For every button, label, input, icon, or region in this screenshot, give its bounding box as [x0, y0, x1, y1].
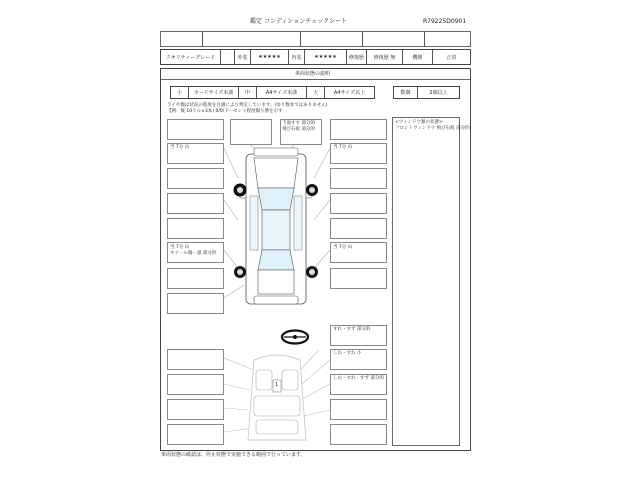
- interior-label: 内装: [289, 50, 305, 64]
- count-legend: [393, 86, 460, 99]
- section-title: 車両状態の説明: [295, 71, 331, 77]
- note-box-left-5: [167, 218, 224, 239]
- document-id: R79225D0901: [423, 18, 467, 25]
- size-small: 小: [171, 87, 189, 98]
- note-box-right-1: [330, 119, 387, 140]
- size-medium-desc: A4サイズ未満: [257, 87, 307, 98]
- note-line-1: ライや傷は状況の程度を目測により判定しています。(ゆり数本ではありません): [167, 103, 328, 108]
- front-bumper-label-1: 下面すす 部分的: [282, 121, 315, 126]
- repair-label: 修復歴: [347, 50, 367, 64]
- rating-row: [160, 49, 471, 65]
- interior-label-2: しわ・すれ 小: [333, 351, 362, 356]
- note-box-right-3: [330, 168, 387, 189]
- note-box-interior-left-2: [167, 374, 224, 395]
- note-box-left-4: [167, 193, 224, 214]
- interior-rating: ★★★★★: [305, 50, 347, 64]
- grade-label: クオリティーグレード: [161, 50, 221, 64]
- note-box-right-4: [330, 193, 387, 214]
- note-box-interior-left-1: [167, 349, 224, 370]
- seat-number: 1: [275, 382, 279, 388]
- interior-label-1: すれ・すず 部分的: [333, 327, 371, 332]
- size-legend: [170, 86, 375, 99]
- vehicle-exterior-diagram: [224, 140, 330, 310]
- steering-wheel-icon: [280, 329, 310, 345]
- engine-label: 機関: [403, 50, 433, 64]
- note-box-left-7: [167, 268, 224, 289]
- size-small-desc: カードサイズ未満: [189, 87, 239, 98]
- size-large-desc: A4サイズ以上: [333, 90, 366, 96]
- window-panel-title: <ウィンドウ類の状態>: [395, 120, 443, 125]
- note-box-left-3: [167, 168, 224, 189]
- note-box-interior-4: [330, 399, 387, 420]
- exterior-label: 外装: [235, 50, 251, 64]
- note-box-right-5: [330, 218, 387, 239]
- window-condition-panel: [392, 117, 460, 446]
- right-rear-tire-label: 当 7分 山: [333, 245, 353, 250]
- note-box-interior-left-4: [167, 424, 224, 445]
- note-box-interior-5: [330, 424, 387, 445]
- note-box-left-8: [167, 293, 224, 314]
- count-label: 数個: [394, 87, 418, 98]
- left-rear-tire-label: 当 7分 山: [170, 245, 190, 250]
- top-blank-row: [160, 31, 471, 47]
- note-box-left-1: [167, 119, 224, 140]
- sheet-title: 鑑定 コンディションチェックシート: [250, 18, 348, 25]
- repair-value: 修復歴 無: [367, 50, 403, 64]
- size-large: 大: [307, 87, 325, 98]
- count-desc: 2個以上: [429, 90, 448, 96]
- note-line-2: 【例：後 10ドル×3本) 0/0/ドーセント程度傷り勝を示す: [167, 109, 283, 114]
- right-front-tire-label: 当 7分 山: [333, 145, 353, 150]
- engine-value: 正常: [446, 54, 457, 61]
- left-rear-wheel-label: ホイール傷ー量 部分的: [170, 251, 217, 256]
- size-medium: 中: [239, 87, 257, 98]
- note-box-interior-left-3: [167, 399, 224, 420]
- vehicle-interior-diagram: [224, 350, 330, 445]
- note-box-right-7: [330, 268, 387, 289]
- front-bumper-label-2: 飛び石痕 部分的: [282, 127, 315, 132]
- window-panel-desc: フロントウィンドウ 飛び石痕 部分的: [395, 126, 470, 131]
- footer-note: 車両状態の確認は、停止状態で実施できる範囲で行っています。: [161, 452, 306, 458]
- left-front-tire-label: 当 7分 山: [170, 145, 190, 150]
- exterior-rating: ★★★★★: [251, 50, 289, 64]
- interior-label-3: しわ・すれ・すず 部分的: [333, 376, 384, 381]
